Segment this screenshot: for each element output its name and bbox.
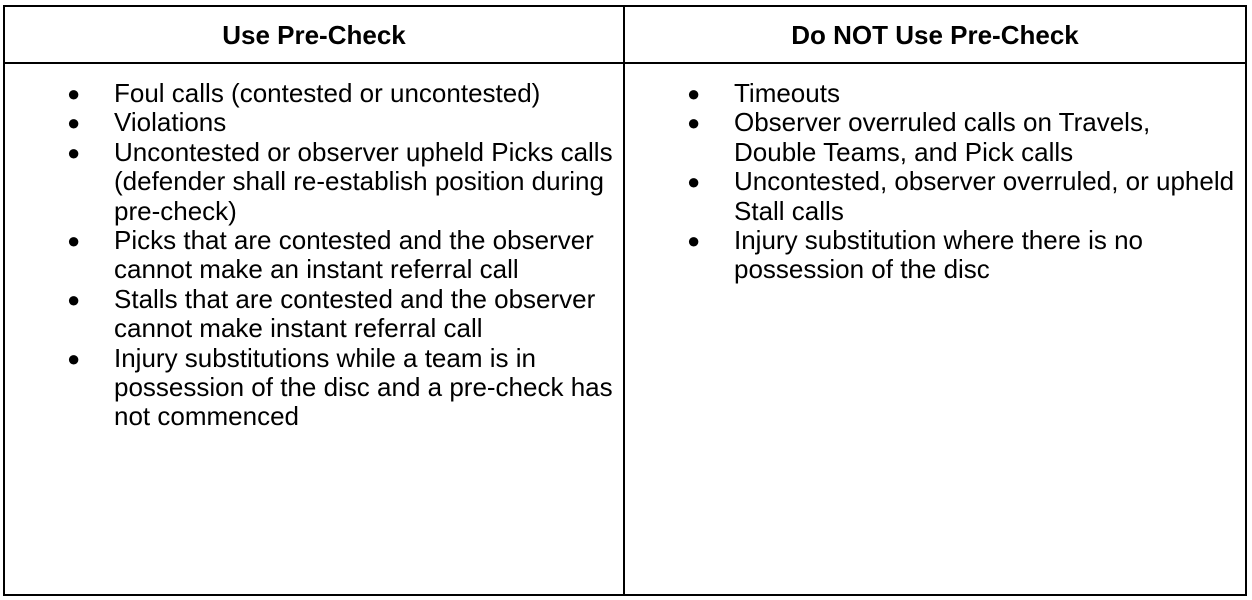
use-pre-check-column: [5, 64, 625, 594]
bullet-icon: ●: [67, 228, 81, 254]
do-not-use-pre-check-list: [625, 79, 1245, 285]
bullet-icon: ●: [67, 286, 81, 312]
list-item: [5, 285, 623, 344]
list-item-text: Uncontested, observer overruled, or upheld Stall calls: [734, 166, 1235, 226]
bullet-icon: ●: [687, 228, 701, 254]
list-item: [5, 79, 623, 108]
list-item: [5, 344, 623, 432]
do-not-use-pre-check-column: [625, 64, 1245, 594]
list-item: [625, 226, 1245, 285]
list-item-text: Picks that are contested and the observer cannot make an instant referral call: [114, 225, 594, 285]
header-use-pre-check: [5, 7, 625, 64]
list-item-text: Foul calls (contested or uncontested): [114, 78, 541, 108]
bullet-icon: ●: [687, 169, 701, 195]
bullet-icon: ●: [687, 110, 701, 136]
list-item-text: Uncontested or observer upheld Picks calls (defender shall re-establish position during pre-check): [114, 136, 613, 226]
list-item-text: Timeouts: [734, 78, 840, 108]
list-item-text: Injury substitution where there is no possession of the disc: [734, 225, 1143, 285]
header-do-not-use-pre-check: [625, 7, 1245, 64]
bullet-icon: ●: [687, 81, 701, 106]
list-item-text: Stalls that are contested and the observer cannot make instant referral call: [114, 283, 596, 344]
list-item: [625, 167, 1245, 226]
list-item: [5, 108, 623, 137]
list-item: [625, 108, 1245, 167]
list-item-text: Observer overruled calls on Travels, Double Teams, and Pick calls: [734, 107, 1151, 167]
header-label: Use Pre-Check: [222, 20, 406, 50]
list-item-text: Injury substitutions while a team is in possession of the disc and a pre-check has not commenced: [114, 342, 613, 432]
bullet-icon: ●: [67, 345, 81, 371]
list-item: [625, 79, 1245, 108]
list-item: [5, 138, 623, 226]
header-label: Do NOT Use Pre-Check: [791, 20, 1079, 50]
bullet-icon: ●: [67, 139, 81, 165]
use-pre-check-list: [5, 79, 623, 432]
list-item-text: Violations: [114, 107, 227, 138]
list-item: [5, 226, 623, 285]
pre-check-table: [3, 5, 1247, 596]
bullet-icon: ●: [67, 81, 81, 106]
bullet-icon: ●: [67, 110, 81, 136]
